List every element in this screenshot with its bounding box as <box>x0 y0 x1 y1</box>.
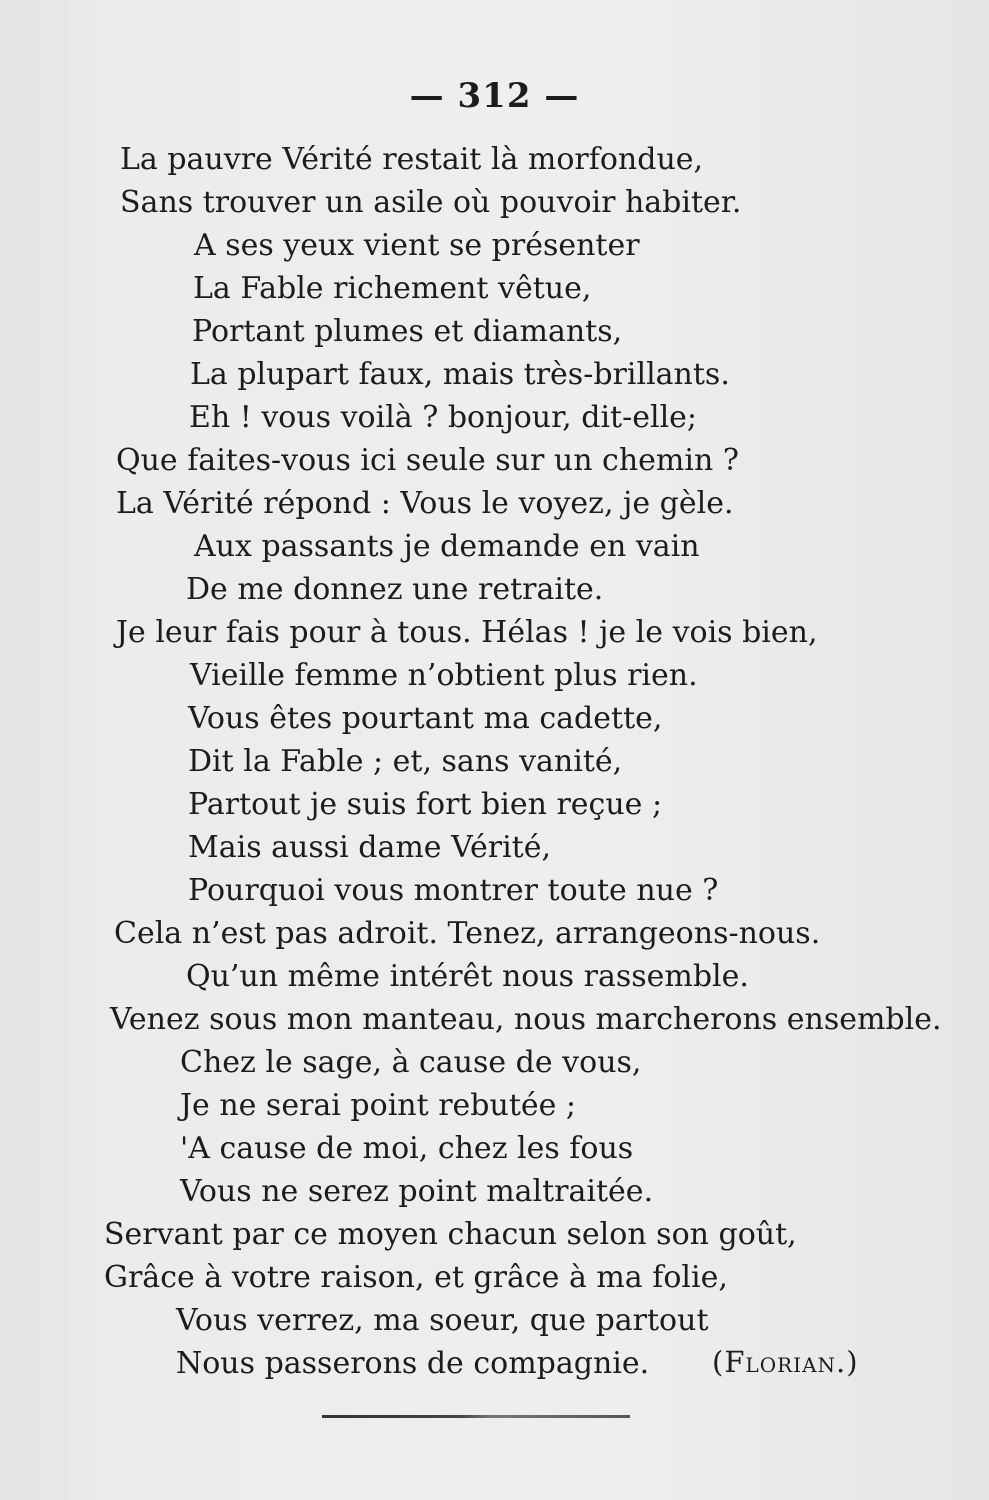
poem-line: Servant par ce moyen chacun selon son goût, <box>104 1217 797 1252</box>
poem-line: Chez le sage, à cause de vous, <box>180 1045 642 1080</box>
poem-line: Vous verrez, ma soeur, que partout <box>176 1303 709 1338</box>
attribution: (Florian.) <box>712 1345 859 1379</box>
poem-line: Vous êtes pourtant ma cadette, <box>188 701 663 736</box>
poem-line: Nous passerons de compagnie. <box>176 1346 650 1381</box>
poem-line: Vous ne serez point maltraitée. <box>180 1174 654 1209</box>
poem-line: La Vérité répond : Vous le voyez, je gèle. <box>116 486 734 521</box>
poem-line: Aux passants je demande en vain <box>194 529 700 564</box>
poem-line: Portant plumes et diamants, <box>192 314 623 349</box>
poem-line: De me donnez une retraite. <box>186 572 604 607</box>
poem-line: Venez sous mon manteau, nous marcherons ensemble. <box>110 1002 942 1037</box>
poem-line: Que faites-vous ici seule sur un chemin ? <box>116 443 739 478</box>
poem-line: Partout je suis fort bien reçue ; <box>188 787 663 822</box>
poem-line: Pourquoi vous montrer toute nue ? <box>188 873 719 908</box>
poem-line: Mais aussi dame Vérité, <box>188 830 552 865</box>
poem-line: 'A cause de moi, chez les fous <box>180 1131 634 1166</box>
poem-line: La plupart faux, mais très-brillants. <box>190 357 730 392</box>
poem-line: Dit la Fable ; et, sans vanité, <box>188 744 623 779</box>
poem-line: Je ne serai point rebutée ; <box>180 1088 577 1123</box>
poem-line: La Fable richement vêtue, <box>193 271 592 306</box>
poem-line: A ses yeux vient se présenter <box>194 228 640 263</box>
poem-line: La pauvre Vérité restait là morfondue, <box>120 142 704 177</box>
poem-line: Je leur fais pour à tous. Hélas ! je le vois bien, <box>116 615 818 650</box>
poem-line: Grâce à votre raison, et grâce à ma folie, <box>104 1260 728 1295</box>
poem-line: Sans trouver un asile où pouvoir habiter. <box>120 185 742 220</box>
poem-line: Cela n’est pas adroit. Tenez, arrangeons-nous. <box>114 916 821 951</box>
poem-line: Eh ! vous voilà ? bonjour, dit-elle; <box>189 400 698 435</box>
poem-line: Vieille femme n’obtient plus rien. <box>190 658 698 693</box>
page-number: — 312 — <box>409 76 580 116</box>
end-rule-divider <box>322 1415 630 1418</box>
poem-line: Qu’un même intérêt nous rassemble. <box>186 959 749 994</box>
